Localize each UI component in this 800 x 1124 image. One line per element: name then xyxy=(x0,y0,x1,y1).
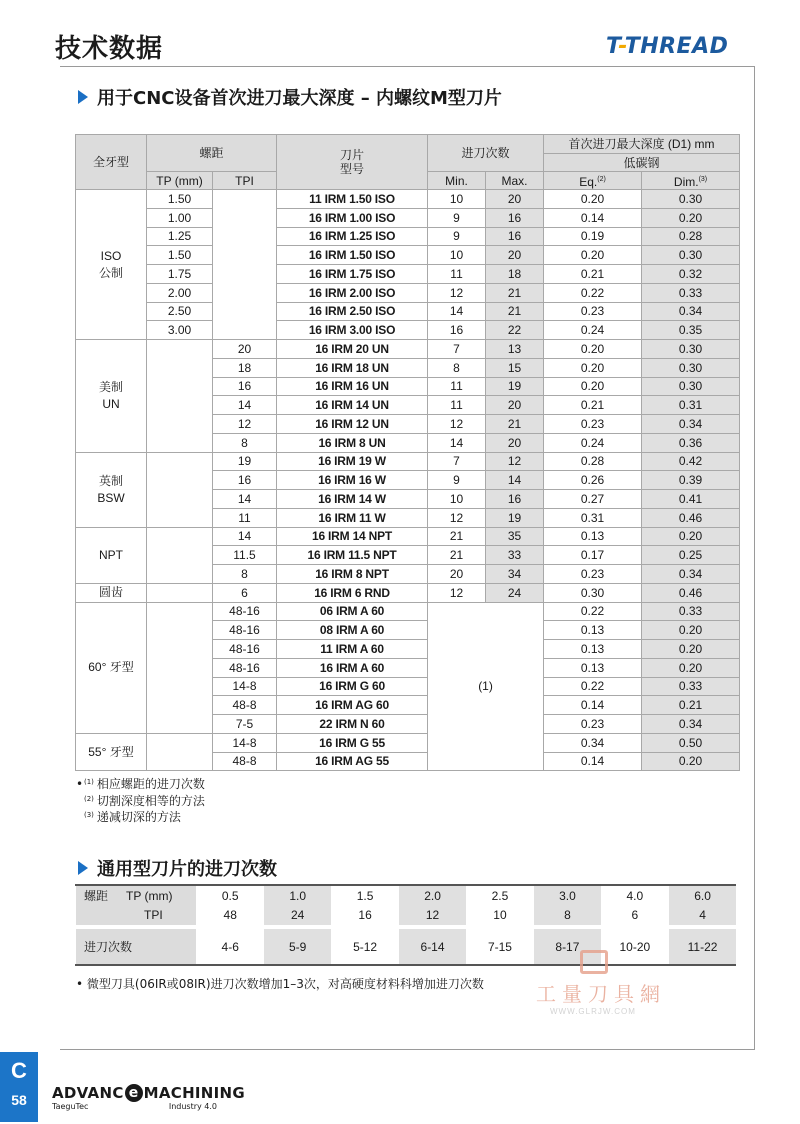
max-passes-cell: 16 xyxy=(486,490,544,509)
table-row xyxy=(76,190,740,209)
tp-cell: 1.25 xyxy=(147,227,213,246)
max-passes-cell: 21 xyxy=(486,302,544,321)
watermark: 工量刀具網 WWW.GLRJW.COM xyxy=(536,950,666,1016)
t-thread-logo: T-THREAD xyxy=(606,34,729,59)
max-passes-cell: 18 xyxy=(486,265,544,284)
tp-row-cell: 6.0 xyxy=(669,885,736,905)
tp-cell: 1.00 xyxy=(147,208,213,227)
dim-depth-cell: 0.32 xyxy=(642,265,740,284)
header-min: Min. xyxy=(428,172,486,190)
dim-depth-cell: 0.34 xyxy=(642,715,740,734)
eq-depth-cell: 0.13 xyxy=(544,621,642,640)
triangle-bullet-icon xyxy=(78,90,88,104)
tp-row-cell: 1.0 xyxy=(264,885,331,905)
eq-depth-cell: 0.20 xyxy=(544,377,642,396)
table-row xyxy=(76,527,740,546)
tpi-cell: 14-8 xyxy=(213,733,277,752)
dim-depth-cell: 0.30 xyxy=(642,190,740,209)
tpi-cell: 48-16 xyxy=(213,621,277,640)
tp-cell-empty xyxy=(147,583,213,602)
tpi-cell: 14 xyxy=(213,527,277,546)
dim-depth-cell: 0.20 xyxy=(642,658,740,677)
insert-model-cell: 16 IRM G 55 xyxy=(277,733,428,752)
eq-depth-cell: 0.26 xyxy=(544,471,642,490)
max-passes-cell: 15 xyxy=(486,358,544,377)
group-60: 60° 牙型 xyxy=(76,602,147,733)
insert-model-cell: 16 IRM 14 UN xyxy=(277,396,428,415)
eq-depth-cell: 0.24 xyxy=(544,433,642,452)
tpi-cell: 18 xyxy=(213,358,277,377)
table-row xyxy=(76,602,740,621)
general-note: • 微型刀具(06IR或08IR)进刀次数增加1–3次，对高硬度材料科增加进刀次数 xyxy=(76,977,484,991)
depth-table xyxy=(75,134,740,771)
dim-depth-cell: 0.33 xyxy=(642,677,740,696)
insert-model-cell: 11 IRM A 60 xyxy=(277,640,428,659)
max-passes-cell: 21 xyxy=(486,283,544,302)
min-passes-cell: 12 xyxy=(428,583,486,602)
triangle-bullet-icon xyxy=(78,861,88,875)
min-passes-cell: 10 xyxy=(428,246,486,265)
tpi-cell: 19 xyxy=(213,452,277,471)
eq-depth-cell: 0.14 xyxy=(544,752,642,771)
insert-model-cell: 16 IRM A 60 xyxy=(277,658,428,677)
tpi-cell: 11 xyxy=(213,508,277,527)
note-3: $^{(3)}$ 递减切深的方法 xyxy=(84,810,181,824)
dim-depth-cell: 0.34 xyxy=(642,415,740,434)
tpi-row-cell: 8 xyxy=(534,905,601,925)
header-material: 低碳钢 xyxy=(544,154,740,172)
tp-cell-empty xyxy=(147,452,213,527)
group-npt: NPT xyxy=(76,527,147,583)
dim-depth-cell: 0.46 xyxy=(642,583,740,602)
tp-row-cell: 0.5 xyxy=(197,885,264,905)
tpi-cell: 48-8 xyxy=(213,696,277,715)
header-depth: 首次进刀最大深度 (D1) mm xyxy=(544,135,740,154)
dim-depth-cell: 0.30 xyxy=(642,340,740,359)
insert-model-cell: 08 IRM A 60 xyxy=(277,621,428,640)
eq-depth-cell: 0.14 xyxy=(544,208,642,227)
min-passes-cell: 14 xyxy=(428,302,486,321)
min-passes-cell: 21 xyxy=(428,527,486,546)
eq-depth-cell: 0.30 xyxy=(544,583,642,602)
tpi-cell: 16 xyxy=(213,471,277,490)
min-passes-cell: 11 xyxy=(428,265,486,284)
max-passes-cell: 13 xyxy=(486,340,544,359)
min-passes-cell: 9 xyxy=(428,227,486,246)
watermark-logo-icon xyxy=(580,950,608,974)
table-notes xyxy=(76,775,205,825)
tpi-cell: 7-5 xyxy=(213,715,277,734)
tp-cell: 2.50 xyxy=(147,302,213,321)
tpi-cell: 12 xyxy=(213,415,277,434)
insert-model-cell: 16 IRM G 60 xyxy=(277,677,428,696)
min-passes-cell: 10 xyxy=(428,190,486,209)
max-passes-cell: 19 xyxy=(486,377,544,396)
eq-depth-cell: 0.22 xyxy=(544,677,642,696)
eq-depth-cell: 0.14 xyxy=(544,696,642,715)
tp-row-cell: 3.0 xyxy=(534,885,601,905)
tp-cell: 1.75 xyxy=(147,265,213,284)
min-passes-cell: 14 xyxy=(428,433,486,452)
tpi-row xyxy=(76,905,737,925)
header-tpi: TPI xyxy=(213,172,277,190)
max-passes-cell: 14 xyxy=(486,471,544,490)
header-tp: TP (mm) xyxy=(147,172,213,190)
count-row-label: 进刀次数 xyxy=(76,929,197,965)
min-passes-cell: 12 xyxy=(428,508,486,527)
group-un: 美制 UN xyxy=(76,340,147,453)
tp-row xyxy=(76,885,737,905)
tpi-cell: 48-16 xyxy=(213,640,277,659)
tp-row-cell: 2.5 xyxy=(466,885,533,905)
tpi-row-label: TPI xyxy=(76,905,197,925)
dim-depth-cell: 0.21 xyxy=(642,696,740,715)
insert-model-cell: 11 IRM 1.50 ISO xyxy=(277,190,428,209)
insert-model-cell: 16 IRM 14 NPT xyxy=(277,527,428,546)
chapter-tab xyxy=(0,1052,38,1122)
advance-machining-logo: ADVANC e MACHINING TaeguTec Industry 4.0 xyxy=(52,1084,246,1111)
tpi-cell-empty xyxy=(213,190,277,340)
insert-model-cell: 16 IRM 3.00 ISO xyxy=(277,321,428,340)
eq-depth-cell: 0.23 xyxy=(544,415,642,434)
header-eq: Eq.$^{(2)}$ xyxy=(544,172,642,190)
max-passes-cell: 16 xyxy=(486,208,544,227)
eq-depth-cell: 0.17 xyxy=(544,546,642,565)
table-row xyxy=(76,321,740,340)
tp-cell: 2.00 xyxy=(147,283,213,302)
eq-depth-cell: 0.13 xyxy=(544,527,642,546)
min-passes-cell: 8 xyxy=(428,358,486,377)
count-row-cell: 5-12 xyxy=(331,929,398,965)
insert-model-cell: 16 IRM 20 UN xyxy=(277,340,428,359)
eq-depth-cell: 0.20 xyxy=(544,246,642,265)
max-passes-cell: 22 xyxy=(486,321,544,340)
header-max: Max. xyxy=(486,172,544,190)
passes-note-ref-cell: (1) xyxy=(428,602,544,771)
insert-model-cell: 16 IRM 8 UN xyxy=(277,433,428,452)
table-row xyxy=(76,246,740,265)
count-row-cell: 5-9 xyxy=(264,929,331,965)
insert-model-cell: 16 IRM 1.00 ISO xyxy=(277,208,428,227)
tp-cell-empty xyxy=(147,527,213,583)
tpi-cell: 48-16 xyxy=(213,658,277,677)
dim-depth-cell: 0.20 xyxy=(642,208,740,227)
tpi-row-cell: 24 xyxy=(264,905,331,925)
tpi-row-cell: 6 xyxy=(601,905,668,925)
dim-depth-cell: 0.33 xyxy=(642,602,740,621)
tpi-cell: 16 xyxy=(213,377,277,396)
dim-depth-cell: 0.50 xyxy=(642,733,740,752)
count-row-cell: 10-20 xyxy=(601,929,668,965)
insert-model-cell: 16 IRM 16 UN xyxy=(277,377,428,396)
max-passes-cell: 20 xyxy=(486,396,544,415)
tp-cell: 1.50 xyxy=(147,190,213,209)
min-passes-cell: 11 xyxy=(428,396,486,415)
table-row xyxy=(76,227,740,246)
tpi-row-cell: 4 xyxy=(669,905,736,925)
section-title: 用于CNC设备首次进刀最大深度 – 内螺纹M型刀片 xyxy=(97,88,502,109)
eq-depth-cell: 0.23 xyxy=(544,565,642,584)
dim-depth-cell: 0.39 xyxy=(642,471,740,490)
tp-cell: 1.50 xyxy=(147,246,213,265)
insert-model-cell: 16 IRM 1.50 ISO xyxy=(277,246,428,265)
min-passes-cell: 21 xyxy=(428,546,486,565)
insert-model-cell: 16 IRM 12 UN xyxy=(277,415,428,434)
min-passes-cell: 20 xyxy=(428,565,486,584)
min-passes-cell: 11 xyxy=(428,377,486,396)
insert-model-cell: 16 IRM 2.00 ISO xyxy=(277,283,428,302)
table-row xyxy=(76,302,740,321)
dim-depth-cell: 0.33 xyxy=(642,283,740,302)
insert-model-cell: 16 IRM 14 W xyxy=(277,490,428,509)
tp-cell-empty xyxy=(147,733,213,771)
min-passes-cell: 7 xyxy=(428,340,486,359)
header-dim: Dim.$^{(3)}$ xyxy=(642,172,740,190)
eq-depth-cell: 0.28 xyxy=(544,452,642,471)
insert-model-cell: 16 IRM 11.5 NPT xyxy=(277,546,428,565)
note-2: $^{(2)}$ 切割深度相等的方法 xyxy=(84,793,205,808)
table-row xyxy=(76,208,740,227)
dim-depth-cell: 0.36 xyxy=(642,433,740,452)
max-passes-cell: 20 xyxy=(486,190,544,209)
insert-model-cell: 16 IRM 8 NPT xyxy=(277,565,428,584)
max-passes-cell: 33 xyxy=(486,546,544,565)
insert-model-cell: 06 IRM A 60 xyxy=(277,602,428,621)
insert-model-cell: 16 IRM 2.50 ISO xyxy=(277,302,428,321)
eq-depth-cell: 0.20 xyxy=(544,190,642,209)
min-passes-cell: 9 xyxy=(428,471,486,490)
section-heading-depth xyxy=(78,84,502,110)
max-passes-cell: 19 xyxy=(486,508,544,527)
max-passes-cell: 20 xyxy=(486,246,544,265)
insert-model-cell: 16 IRM 19 W xyxy=(277,452,428,471)
max-passes-cell: 34 xyxy=(486,565,544,584)
max-passes-cell: 20 xyxy=(486,433,544,452)
insert-model-cell: 16 IRM 1.75 ISO xyxy=(277,265,428,284)
min-passes-cell: 16 xyxy=(428,321,486,340)
header-pitch: 螺距 xyxy=(147,135,277,172)
group-iso: ISO 公制 xyxy=(76,190,147,340)
header-full-profile: 全牙型 xyxy=(76,135,147,190)
header-insert: 刀片 型号 xyxy=(277,135,428,190)
min-passes-cell: 12 xyxy=(428,415,486,434)
page-title: 技术数据 xyxy=(55,34,164,64)
eq-depth-cell: 0.13 xyxy=(544,640,642,659)
min-passes-cell: 9 xyxy=(428,208,486,227)
eq-depth-cell: 0.27 xyxy=(544,490,642,509)
dim-depth-cell: 0.20 xyxy=(642,752,740,771)
dim-depth-cell: 0.46 xyxy=(642,508,740,527)
max-passes-cell: 24 xyxy=(486,583,544,602)
dim-depth-cell: 0.25 xyxy=(642,546,740,565)
tpi-cell: 8 xyxy=(213,565,277,584)
tp-row-cell: 4.0 xyxy=(601,885,668,905)
dim-depth-cell: 0.30 xyxy=(642,358,740,377)
min-passes-cell: 10 xyxy=(428,490,486,509)
eq-depth-cell: 0.22 xyxy=(544,283,642,302)
group-rnd: 圆齿 xyxy=(76,583,147,602)
min-passes-cell: 12 xyxy=(428,283,486,302)
min-passes-cell: 7 xyxy=(428,452,486,471)
count-row-cell: 4-6 xyxy=(197,929,264,965)
dim-depth-cell: 0.34 xyxy=(642,302,740,321)
chapter-letter: C xyxy=(11,1058,27,1083)
tpi-cell: 8 xyxy=(213,433,277,452)
group-55: 55° 牙型 xyxy=(76,733,147,771)
tp-row-label: 螺距 TP (mm) xyxy=(76,885,197,905)
tp-cell-empty xyxy=(147,340,213,453)
table-row xyxy=(76,283,740,302)
insert-model-cell: 16 IRM AG 60 xyxy=(277,696,428,715)
insert-model-cell: 16 IRM 6 RND xyxy=(277,583,428,602)
tpi-cell: 20 xyxy=(213,340,277,359)
tpi-row-cell: 16 xyxy=(331,905,398,925)
tpi-row-cell: 48 xyxy=(197,905,264,925)
insert-model-cell: 16 IRM 16 W xyxy=(277,471,428,490)
tpi-cell: 14 xyxy=(213,396,277,415)
count-row-cell: 8-17 xyxy=(534,929,601,965)
dim-depth-cell: 0.20 xyxy=(642,640,740,659)
tpi-cell: 6 xyxy=(213,583,277,602)
frame-bottom-rule xyxy=(60,1049,755,1050)
tpi-cell: 14-8 xyxy=(213,677,277,696)
insert-model-cell: 16 IRM 1.25 ISO xyxy=(277,227,428,246)
table-row xyxy=(76,733,740,752)
eq-depth-cell: 0.21 xyxy=(544,396,642,415)
tp-row-cell: 2.0 xyxy=(399,885,466,905)
dim-depth-cell: 0.35 xyxy=(642,321,740,340)
table-row xyxy=(76,583,740,602)
eq-depth-cell: 0.31 xyxy=(544,508,642,527)
table-row xyxy=(76,340,740,359)
eq-depth-cell: 0.19 xyxy=(544,227,642,246)
dim-depth-cell: 0.30 xyxy=(642,246,740,265)
dim-depth-cell: 0.41 xyxy=(642,490,740,509)
note-1: •$^{(1)}$ 相应螺距的进刀次数 xyxy=(76,777,205,791)
eq-depth-cell: 0.22 xyxy=(544,602,642,621)
eq-depth-cell: 0.34 xyxy=(544,733,642,752)
eq-depth-cell: 0.13 xyxy=(544,658,642,677)
group-bsw: 英制 BSW xyxy=(76,452,147,527)
max-passes-cell: 12 xyxy=(486,452,544,471)
count-row-cell: 11-22 xyxy=(669,929,736,965)
header-passes: 进刀次数 xyxy=(428,135,544,172)
eq-depth-cell: 0.20 xyxy=(544,340,642,359)
tp-row-cell: 1.5 xyxy=(331,885,398,905)
tpi-cell: 48-16 xyxy=(213,602,277,621)
dim-depth-cell: 0.20 xyxy=(642,527,740,546)
tpi-cell: 14 xyxy=(213,490,277,509)
max-passes-cell: 21 xyxy=(486,415,544,434)
insert-model-cell: 16 IRM 18 UN xyxy=(277,358,428,377)
dim-depth-cell: 0.31 xyxy=(642,396,740,415)
insert-model-cell: 16 IRM AG 55 xyxy=(277,752,428,771)
dim-depth-cell: 0.20 xyxy=(642,621,740,640)
insert-model-cell: 22 IRM N 60 xyxy=(277,715,428,734)
tpi-cell: 11.5 xyxy=(213,546,277,565)
dim-depth-cell: 0.30 xyxy=(642,377,740,396)
page-number: 58 xyxy=(11,1092,27,1108)
eq-depth-cell: 0.24 xyxy=(544,321,642,340)
tpi-row-cell: 12 xyxy=(399,905,466,925)
tp-cell-empty xyxy=(147,602,213,733)
max-passes-cell: 35 xyxy=(486,527,544,546)
dim-depth-cell: 0.28 xyxy=(642,227,740,246)
eq-depth-cell: 0.23 xyxy=(544,302,642,321)
dim-depth-cell: 0.34 xyxy=(642,565,740,584)
count-row-cell: 6-14 xyxy=(399,929,466,965)
tpi-row-cell: 10 xyxy=(466,905,533,925)
eq-depth-cell: 0.20 xyxy=(544,358,642,377)
count-row-cell: 7-15 xyxy=(466,929,533,965)
max-passes-cell: 16 xyxy=(486,227,544,246)
section-title: 通用型刀片的进刀次数 xyxy=(97,859,277,880)
tpi-cell: 48-8 xyxy=(213,752,277,771)
table-row xyxy=(76,265,740,284)
insert-model-cell: 16 IRM 11 W xyxy=(277,508,428,527)
eq-depth-cell: 0.23 xyxy=(544,715,642,734)
tp-cell: 3.00 xyxy=(147,321,213,340)
table-row xyxy=(76,452,740,471)
eq-depth-cell: 0.21 xyxy=(544,265,642,284)
dim-depth-cell: 0.42 xyxy=(642,452,740,471)
section-heading-passes xyxy=(78,855,277,881)
